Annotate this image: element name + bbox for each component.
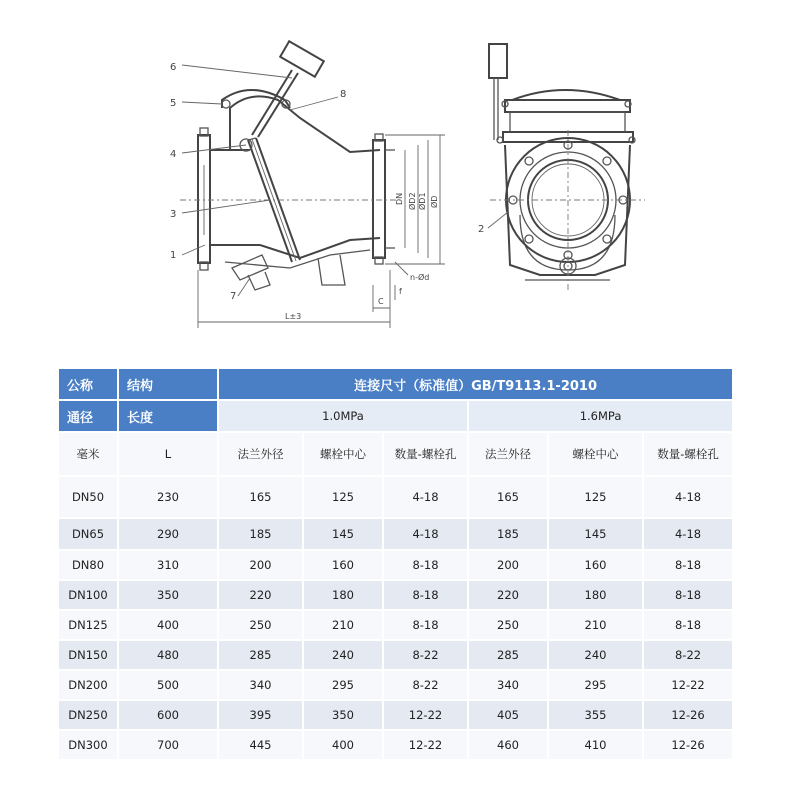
table-row	[59, 519, 734, 551]
units-row	[59, 433, 734, 477]
table-cell: 8-18	[384, 581, 469, 611]
dim-bolts: n-Ød	[410, 273, 430, 282]
table-cell: 340	[469, 671, 549, 701]
structure-header-bottom: 长度	[119, 401, 219, 433]
table-cell: 295	[304, 671, 384, 701]
dim-c: C	[378, 297, 384, 306]
table-cell: 310	[119, 551, 219, 581]
table-cell: 8-18	[644, 611, 734, 641]
table-cell: 285	[469, 641, 549, 671]
table-cell: 8-22	[644, 641, 734, 671]
table-cell: 250	[469, 611, 549, 641]
table-cell: 4-18	[384, 477, 469, 519]
table-cell: 400	[304, 731, 384, 761]
table-cell: 405	[469, 701, 549, 731]
part-label-7: 7	[230, 291, 237, 302]
table-cell: 250	[219, 611, 304, 641]
table-cell: DN300	[59, 731, 119, 761]
table-cell: 350	[119, 581, 219, 611]
table-cell: 200	[219, 551, 304, 581]
dim-length: L±3	[285, 312, 302, 321]
table-cell: 4-18	[644, 519, 734, 551]
table-cell: DN125	[59, 611, 119, 641]
table-cell: 165	[219, 477, 304, 519]
table-cell: DN100	[59, 581, 119, 611]
table-cell: 12-22	[644, 671, 734, 701]
header-row-2	[59, 401, 734, 433]
table-cell: 200	[469, 551, 549, 581]
col-flange-od-b: 法兰外径	[469, 433, 549, 477]
end-view	[488, 44, 645, 290]
table-cell: 180	[304, 581, 384, 611]
part-label-2: 2	[478, 224, 485, 235]
table-cell: 12-22	[384, 731, 469, 761]
table-cell: 125	[549, 477, 644, 519]
table-cell: 220	[469, 581, 549, 611]
table-cell: 240	[549, 641, 644, 671]
table-cell: 500	[119, 671, 219, 701]
table-cell: 185	[469, 519, 549, 551]
table-row	[59, 581, 734, 611]
table-cell: 8-18	[644, 581, 734, 611]
part-label-6: 6	[170, 62, 177, 73]
table-cell: 285	[219, 641, 304, 671]
table-cell: 350	[304, 701, 384, 731]
side-section-view	[180, 41, 445, 328]
table-cell: DN80	[59, 551, 119, 581]
table-cell: 220	[219, 581, 304, 611]
dim-d: ØD	[430, 195, 439, 208]
table-cell: 8-18	[384, 611, 469, 641]
table-row	[59, 477, 734, 519]
table-cell: 395	[219, 701, 304, 731]
table-row	[59, 701, 734, 731]
table-cell: 160	[304, 551, 384, 581]
table-cell: 8-18	[384, 551, 469, 581]
table-cell: 355	[549, 701, 644, 731]
table-cell: DN150	[59, 641, 119, 671]
table-cell: 8-18	[644, 551, 734, 581]
nominal-header-top: 公称	[59, 369, 119, 401]
table-cell: 340	[219, 671, 304, 701]
table-cell: 165	[469, 477, 549, 519]
table-cell: 700	[119, 731, 219, 761]
table-cell: 185	[219, 519, 304, 551]
col-flange-od-a: 法兰外径	[219, 433, 304, 477]
table-cell: 180	[549, 581, 644, 611]
part-label-1: 1	[170, 250, 177, 261]
dim-f: f	[399, 287, 402, 296]
table-cell: 145	[549, 519, 644, 551]
table-cell: 4-18	[384, 519, 469, 551]
table-cell: 8-22	[384, 671, 469, 701]
table-cell: 445	[219, 731, 304, 761]
valve-drawing-svg	[0, 0, 790, 355]
col-bolt-holes-b: 数量-螺栓孔	[644, 433, 734, 477]
table-cell: 145	[304, 519, 384, 551]
table-cell: 210	[304, 611, 384, 641]
table-cell: 290	[119, 519, 219, 551]
table-row	[59, 551, 734, 581]
part-label-8: 8	[340, 89, 347, 100]
table-cell: 210	[549, 611, 644, 641]
table-row	[59, 671, 734, 701]
specification-table	[59, 369, 734, 761]
table-body	[59, 477, 734, 761]
table-cell: 12-26	[644, 701, 734, 731]
table-cell: 400	[119, 611, 219, 641]
pressure-1-6-header: 1.6MPa	[469, 401, 734, 433]
table-row	[59, 641, 734, 671]
pressure-1-0-header: 1.0MPa	[219, 401, 469, 433]
table-cell: DN200	[59, 671, 119, 701]
structure-header-top: 结构	[119, 369, 219, 401]
part-label-5: 5	[170, 98, 177, 109]
table-cell: 410	[549, 731, 644, 761]
table-row	[59, 611, 734, 641]
nominal-header-bottom: 通径	[59, 401, 119, 433]
table-row	[59, 731, 734, 761]
part-label-3: 3	[170, 209, 177, 220]
table-cell: 4-18	[644, 477, 734, 519]
table-cell: DN50	[59, 477, 119, 519]
table-cell: 12-26	[644, 731, 734, 761]
table-cell: 12-22	[384, 701, 469, 731]
unit-l: L	[119, 433, 219, 477]
col-bolt-center-b: 螺栓中心	[549, 433, 644, 477]
header-row-1	[59, 369, 734, 401]
table-cell: 240	[304, 641, 384, 671]
dim-d1: ØD1	[418, 192, 427, 210]
valve-technical-drawing	[0, 0, 790, 355]
unit-mm: 毫米	[59, 433, 119, 477]
table-cell: 295	[549, 671, 644, 701]
table-cell: 160	[549, 551, 644, 581]
dim-dn: DN	[395, 192, 404, 205]
table-cell: 8-22	[384, 641, 469, 671]
table-cell: 480	[119, 641, 219, 671]
connection-header: 连接尺寸（标准值）GB/T9113.1-2010	[219, 369, 734, 401]
table-cell: 230	[119, 477, 219, 519]
table-cell: 460	[469, 731, 549, 761]
table-cell: 600	[119, 701, 219, 731]
col-bolt-center-a: 螺栓中心	[304, 433, 384, 477]
part-label-4: 4	[170, 149, 177, 160]
table-cell: DN65	[59, 519, 119, 551]
table-cell: 125	[304, 477, 384, 519]
col-bolt-holes-a: 数量-螺栓孔	[384, 433, 469, 477]
table-cell: DN250	[59, 701, 119, 731]
dim-d2: ØD2	[408, 192, 417, 210]
